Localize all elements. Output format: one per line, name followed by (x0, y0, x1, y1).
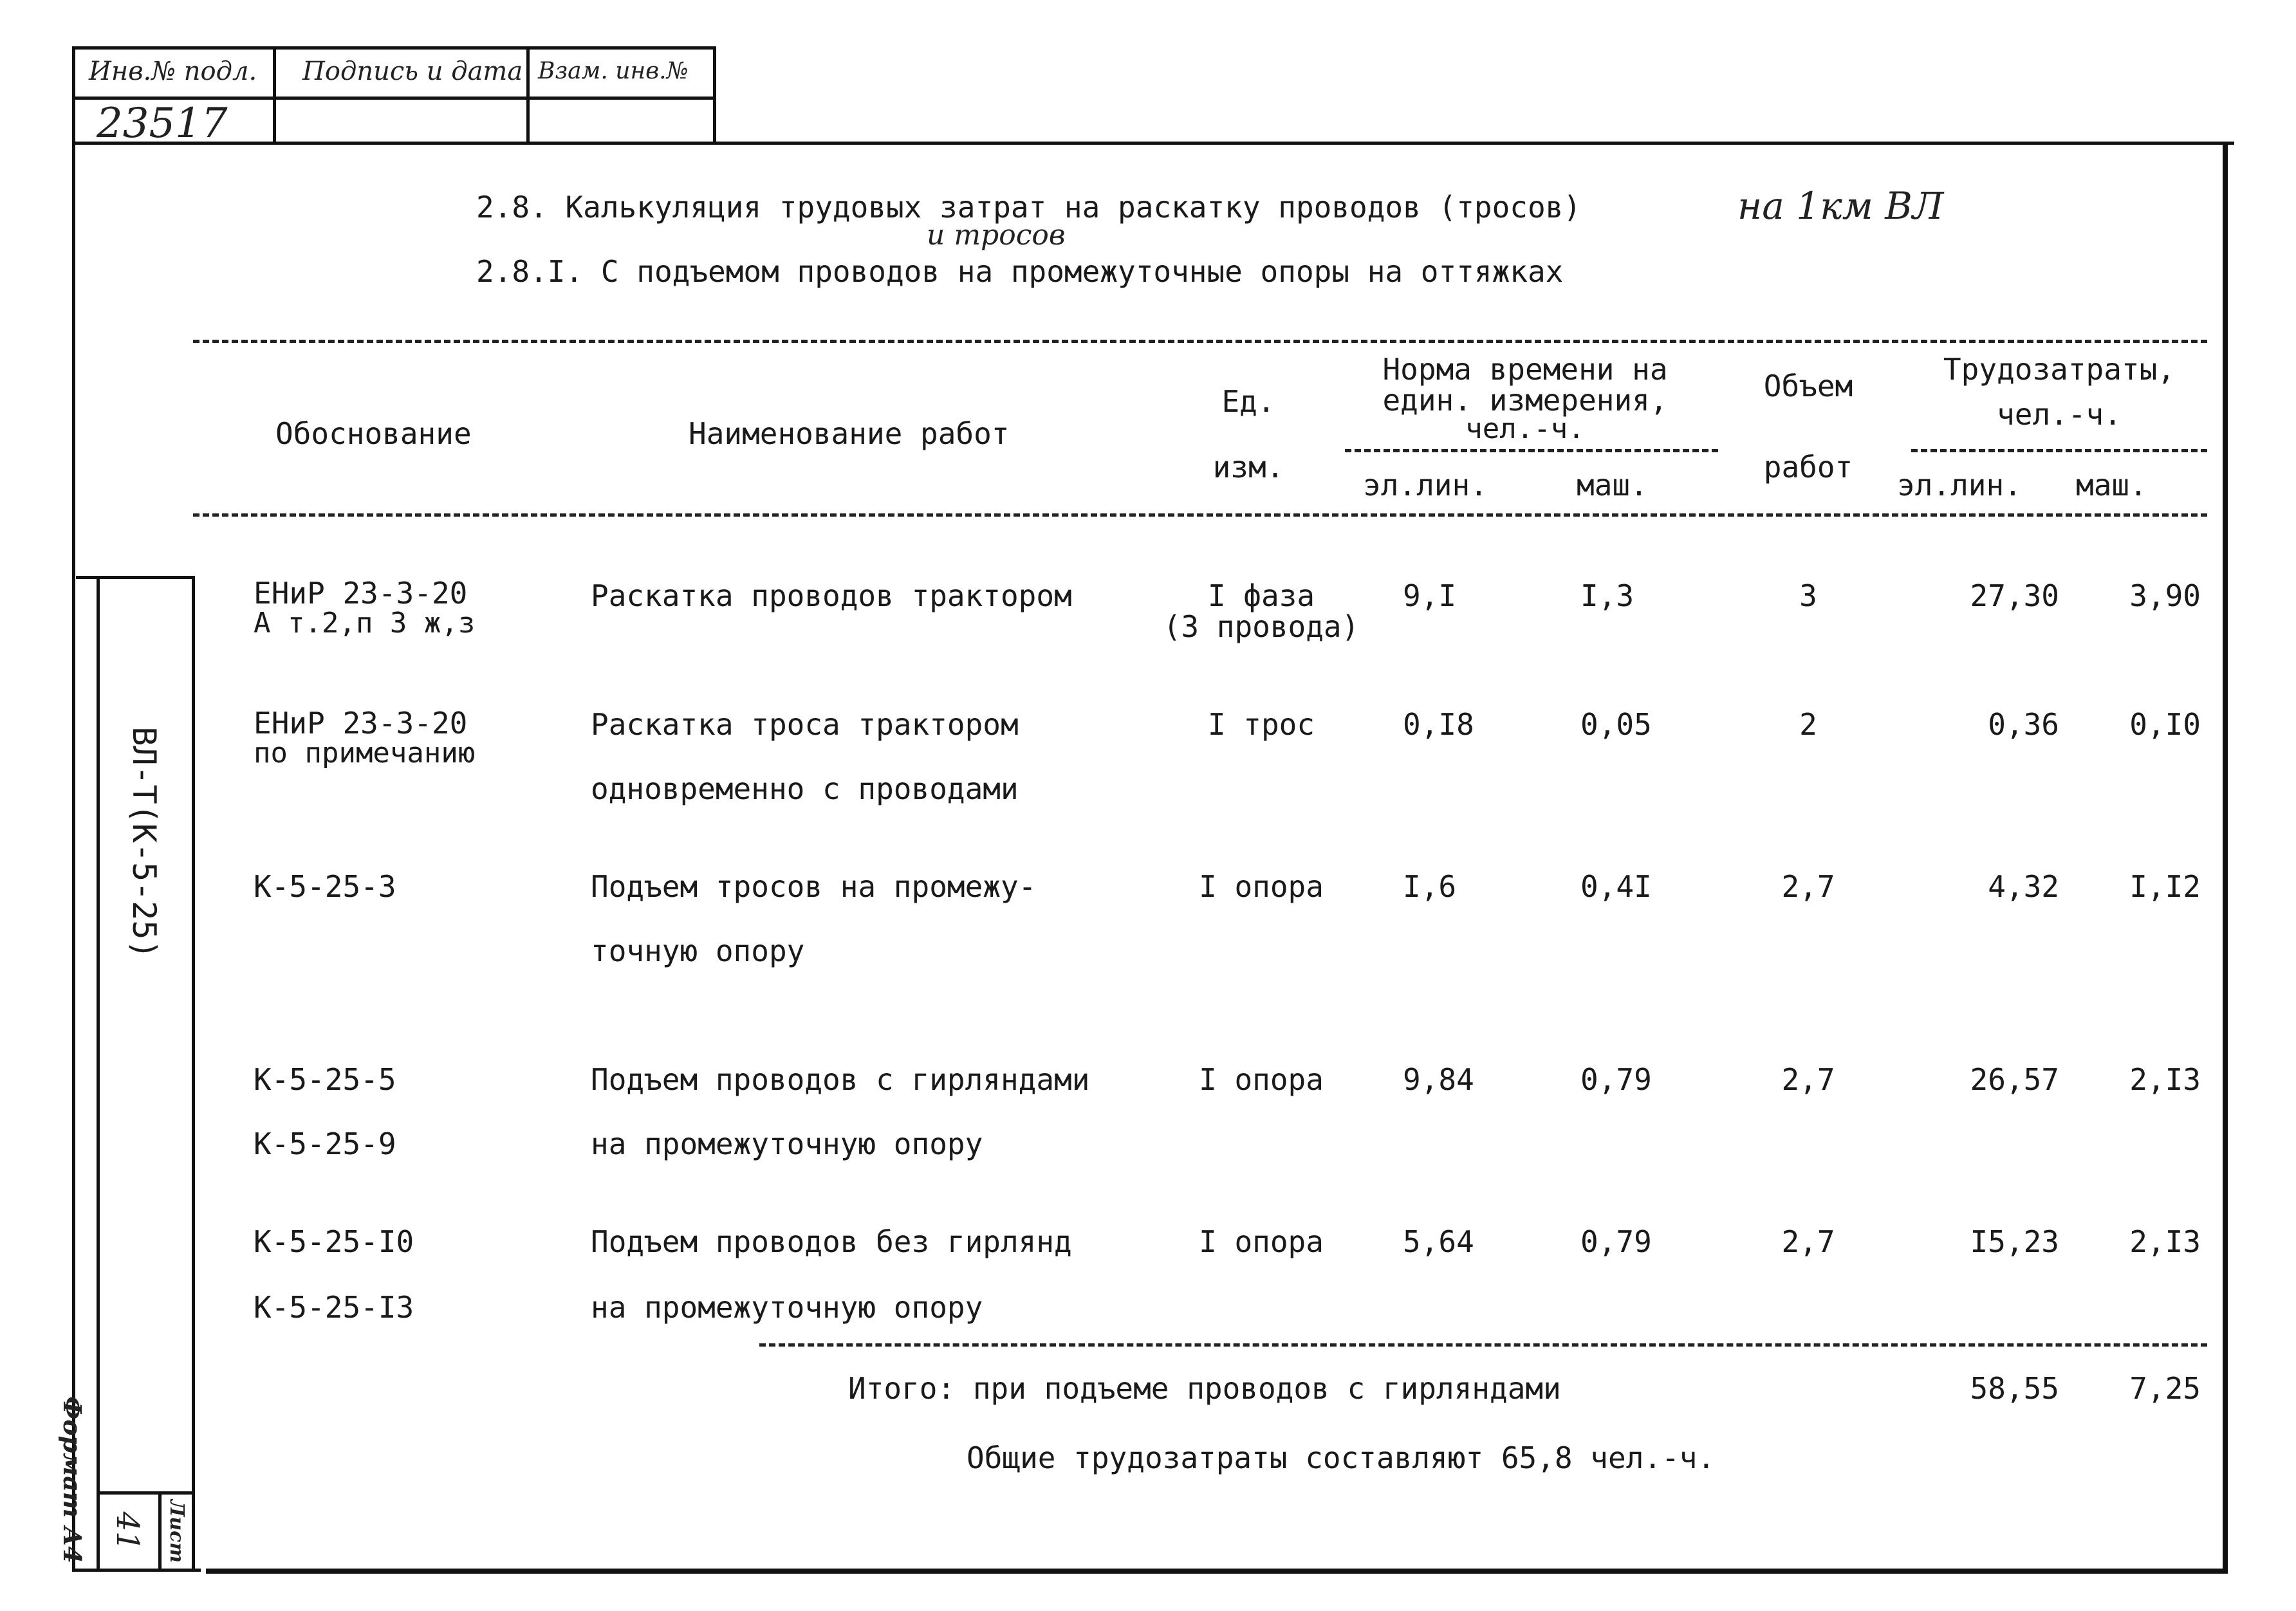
side-format: Формат А4 (58, 1396, 87, 1563)
table-header-top-line (193, 340, 2207, 343)
row-norm-el: I,6 (1403, 869, 1457, 904)
row-norm-mash: 0,4I (1580, 869, 1652, 904)
row-norm-el: 9,I (1403, 578, 1457, 613)
title-handwritten-1: на 1км ВЛ (1737, 184, 1944, 228)
row-work-2: на промежуточную опору (591, 1290, 983, 1325)
row-unit-1: I трос (1207, 707, 1315, 742)
stamp-right-border (713, 46, 716, 143)
row-labor-mash: 2,I3 (2129, 1224, 2201, 1259)
row-basis-1: К-5-25-3 (254, 869, 396, 904)
row-basis-2: К-5-25-I3 (254, 1290, 414, 1325)
row-work-1: Подъем тросов на промежу- (591, 869, 1037, 904)
stamp-top-border (72, 46, 716, 50)
header-basis: Обоснование (275, 416, 472, 451)
row-basis-2: по примечанию (254, 737, 476, 769)
row-norm-mash: I,3 (1580, 578, 1634, 613)
stamp-inv-number: 23517 (97, 100, 228, 147)
stamp-header-inv: Инв.№ подл. (89, 57, 257, 86)
row-basis-1: К-5-25-5 (254, 1062, 396, 1097)
header-norm-divider (1345, 449, 1718, 452)
header-labor-divider (1911, 449, 2207, 452)
row-labor-mash: 3,90 (2129, 578, 2201, 613)
row-work-1: Раскатка проводов трактором (591, 578, 1072, 613)
stamp-header-signature: Подпись и дата (302, 57, 523, 86)
table-header-bottom-line (193, 513, 2207, 517)
row-basis-1: ЕНиР 23-3-20 (254, 706, 468, 741)
row-labor-el: 4,32 (1988, 869, 2059, 904)
stamp-header-replaced: Взам. инв.№ (538, 58, 689, 84)
header-labor-line-1: Трудозатраты, (1943, 352, 2176, 387)
row-basis-2: К-5-25-9 (254, 1127, 396, 1161)
total-label: Итого: при подъеме проводов с гирляндами (848, 1371, 1561, 1406)
header-labor-el: эл.лин. (1897, 468, 2022, 502)
row-volume: 3 (1799, 578, 1817, 613)
header-norm-el: эл.лин. (1363, 468, 1488, 502)
header-volume-top: Объем (1763, 369, 1853, 403)
row-unit-1: I опора (1199, 869, 1324, 904)
row-labor-mash: 0,I0 (2129, 707, 2201, 742)
header-work: Наименование работ (689, 416, 1010, 451)
side-doc-code: ВЛ-Т(К-5-25) (125, 726, 163, 959)
row-volume: 2,7 (1781, 1224, 1835, 1259)
frame-left-border (72, 142, 75, 1570)
header-labor-line-2: чел.-ч. (1997, 397, 2122, 432)
row-labor-el: 27,30 (1970, 578, 2059, 613)
header-norm-mash: маш. (1577, 468, 1648, 502)
header-norm-line-2: един. измерения, (1382, 383, 1668, 418)
frame-bottom-border (206, 1569, 2228, 1574)
row-unit-1: I фаза (1207, 578, 1315, 613)
row-unit-2: (3 провода) (1163, 609, 1360, 644)
header-norm-line-1: Норма времени на (1382, 352, 1668, 387)
summary-text: Общие трудозатраты составляют 65,8 чел.-ч. (967, 1441, 1716, 1475)
row-basis-1: ЕНиР 23-3-20 (254, 576, 468, 611)
header-unit-top: Ед. (1221, 384, 1275, 419)
row-labor-el: 0,36 (1988, 707, 2059, 742)
frame-top-border (72, 142, 2234, 145)
side-sheet-number: 41 (109, 1511, 145, 1551)
title-line-1: 2.8. Калькуляция трудовых затрат на раскатку проводов (тросов) (476, 190, 1582, 225)
header-volume-bottom: работ (1763, 450, 1853, 484)
row-work-1: Подъем проводов без гирлянд (591, 1224, 1072, 1259)
row-volume: 2 (1799, 707, 1817, 742)
row-unit-1: I опора (1199, 1062, 1324, 1097)
total-mash: 7,25 (2129, 1371, 2201, 1406)
side-sheet-inner-divider (158, 1491, 162, 1570)
header-unit-bottom: изм. (1212, 450, 1284, 484)
total-el: 58,55 (1970, 1371, 2059, 1406)
header-norm-line-3: чел.-ч. (1465, 412, 1585, 445)
row-labor-mash: 2,I3 (2129, 1062, 2201, 1097)
row-volume: 2,7 (1781, 869, 1835, 904)
row-norm-el: 0,I8 (1403, 707, 1474, 742)
row-norm-mash: 0,79 (1580, 1224, 1652, 1259)
row-unit-1: I опора (1199, 1224, 1324, 1259)
row-work-2: точную опору (591, 934, 805, 968)
title-handwritten-2: и тросов (927, 219, 1066, 252)
row-work-1: Подъем проводов с гирляндами (591, 1062, 1090, 1097)
row-labor-mash: I,I2 (2129, 869, 2201, 904)
row-norm-mash: 0,05 (1580, 707, 1652, 742)
title-line-2: 2.8.I. С подъемом проводов на промежуточные опоры на оттяжках (476, 254, 1564, 289)
stamp-divider-1 (273, 46, 276, 143)
row-work-2: на промежуточную опору (591, 1127, 983, 1161)
row-norm-mash: 0,79 (1580, 1062, 1652, 1097)
header-labor-mash: маш. (2076, 468, 2147, 502)
row-work-2: одновременно с проводами (591, 771, 1019, 806)
row-basis-2: А т.2,п 3 ж,з (254, 607, 476, 640)
row-volume: 2,7 (1781, 1062, 1835, 1097)
side-inner-border (97, 576, 100, 1570)
row-work-1: Раскатка троса трактором (591, 707, 1019, 742)
row-labor-el: I5,23 (1970, 1224, 2059, 1259)
side-sheet-label: Лист (165, 1499, 188, 1563)
side-top-border (76, 576, 194, 579)
frame-right-border (2223, 142, 2228, 1573)
row-norm-el: 9,84 (1403, 1062, 1474, 1097)
totals-top-line (759, 1343, 2207, 1347)
row-basis-1: К-5-25-I0 (254, 1224, 414, 1259)
row-labor-el: 26,57 (1970, 1062, 2059, 1097)
row-norm-el: 5,64 (1403, 1224, 1474, 1259)
side-right-border (192, 576, 195, 1570)
stamp-divider-2 (526, 46, 530, 143)
